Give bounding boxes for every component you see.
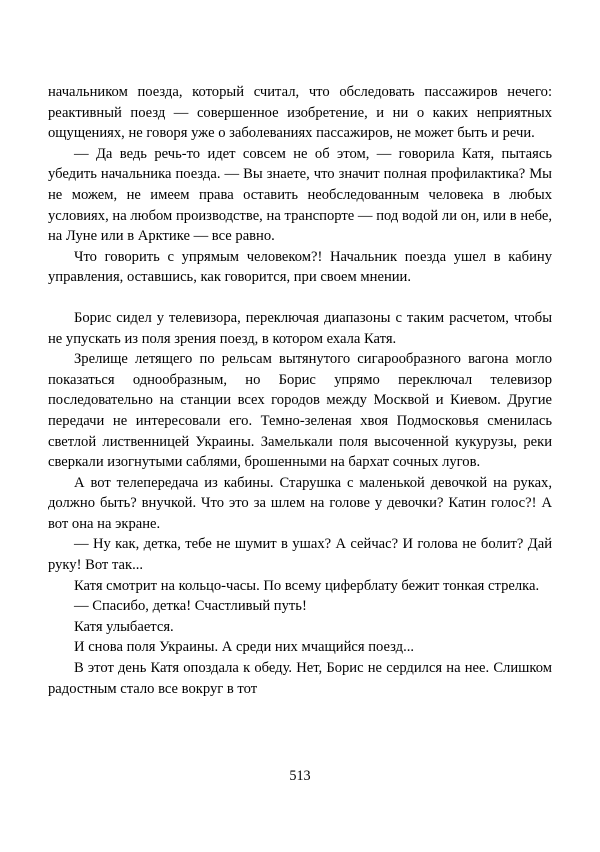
section-break [48,288,552,308]
paragraph: начальником поезда, который считал, что обследовать пассажиров нечего: реактивный поезд — совершенное изобретение, и ни о каких неприятных ощущениях, не говоря уже о заболеваниях пассажиров, не может быть и речи. [48,84,552,142]
page-number: 513 [289,768,311,784]
paragraph: — Ну как, детка, тебе не шумит в ушах? А сейчас? И голова не болит? Дай руку! Вот так... [48,536,552,574]
paragraph: В этот день Катя опоздала к обеду. Нет, Борис не сердился на нее. Слишком радостным стало все вокруг в тот [48,660,552,697]
paragraph: Катя смотрит на кольцо-часы. По всему циферблату бежит тонкая стрелка. [74,577,540,594]
paragraph: — Да ведь речь-то идет совсем не об этом, — говорила Катя, пытаясь убедить начальника поезда. — Вы знаете, что значит полная профилактика? Мы не можем, не имеем права оставить необследованным человека в любых условиях, на любом производстве, на транспорте — под водой ли он, или в небе, на Луне или в Арктике — все равно. [48,145,552,245]
paragraph: И снова поля Украины. А среди них мчащийся поезд... [74,639,415,656]
paragraph: Что говорить с упрямым человеком?! Начальник поезда ушел в кабину управления, оставшись, как говорится, при своем мнении. [48,248,552,286]
page-body-text [48,82,552,699]
paragraph: Катя улыбается. [74,618,174,635]
paragraph: — Спасибо, детка! Счастливый путь! [74,598,307,615]
paragraph: Зрелище летящего по рельсам вытянутого сигарообразного вагона могло показаться однообразным, но Борис упрямо переключал телевизор последовательно на станции всех городов между Москвой и Киевом. Другие передачи не интересовали его. Темно-зеленая хвоя Подмосковья сменилась светлой лиственницей Украины. Замелькали поля высоченной кукурузы, реки сверкали изогнутыми саблями, брошенными на бархат сочных лугов. [48,351,552,471]
paragraph: А вот телепередача из кабины. Старушка с маленькой девочкой на руках, должно быть? внучкой. Что это за шлем на голове у девочки? Катин голос?! А вот она на экране. [48,474,552,532]
paragraph: Борис сидел у телевизора, переключая диапазоны с таким расчетом, чтобы не упускать из поля зрения поезд, в котором ехала Катя. [48,309,552,347]
